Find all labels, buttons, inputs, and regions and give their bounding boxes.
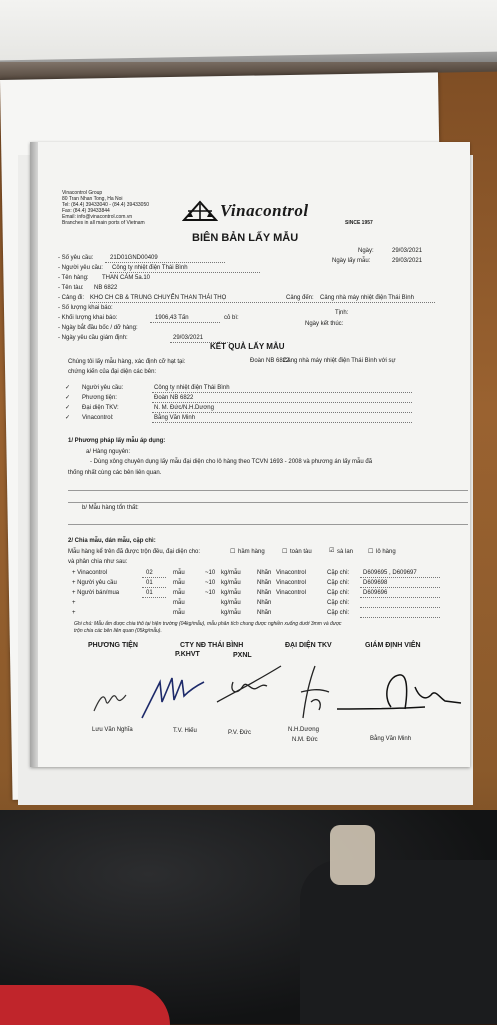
dotted-line [152,412,412,413]
sample-weight: ~10 [205,590,216,596]
sample-unit: mẫu [173,570,185,576]
section1-b-label: b/ Mẫu hàng tổn thất: [82,505,139,511]
rule-line [68,502,468,503]
result-title: KẾT QUẢ LẤY MẪU [210,342,285,351]
company-line: Branches in all main ports of Vietnam [62,220,145,226]
seal-numbers: D609695 , D609697 [363,570,417,576]
dotted-line [150,322,220,323]
sample-weight-unit: kg/mẫu [221,580,241,586]
sample-recipient: + [72,610,76,616]
dotted-line [360,597,440,598]
intro-text: Chúng tôi lấy mẫu hàng, xác định cỡ hạt tại: [68,359,186,365]
sample-weight: ~10 [205,570,216,576]
sample-date-label: Ngày lấy mẫu: [332,258,371,264]
field-label: - Ngày bắt đầu bốc / dỡ hàng: [58,325,138,331]
party-label: Đại diện TKV: [82,405,119,411]
port-of-departure: KHO CH CB & TRUNG CHUYỂN THAN THÁI THỌ [90,295,227,301]
label-text: Nhãn [257,610,272,616]
signature-minh [335,667,465,717]
signer-name: N.H.Dương [288,727,319,733]
vessel-name: NB 6822 [94,285,118,291]
sample-qty: 02 [146,570,153,576]
party-label: Phương tiện: [82,395,117,401]
sample-weight-unit: kg/mẫu [221,590,241,596]
label-value: Vinacontrol [276,570,306,576]
dotted-line [90,302,435,303]
party-tkv: N. M. Đức/N.H.Dương [154,405,214,411]
sample-unit: mẫu [173,580,185,586]
label-value: Vinacontrol [276,590,306,596]
sample-recipient: + Người yêu cầu [72,580,117,586]
check-mark-icon: ✓ [65,395,71,401]
section1-title: 1/ Phương pháp lấy mẫu áp dụng: [68,438,166,444]
sample-unit: mẫu [173,590,185,596]
signer-name: P.V. Đức [228,730,252,736]
party-label: Người yêu cầu: [82,385,124,391]
rule-line [68,524,468,525]
goods-name: THAN CÁM 5a.10 [102,275,151,281]
note-text: trộn chia các bên liên quan (05kg/mẫu). [74,628,162,634]
beige-object [330,825,375,885]
party-label: Vinacontrol: [82,415,114,421]
sample-weight-unit: kg/mẫu [221,600,241,606]
sample-qty: 01 [146,590,153,596]
field-label: - Số lượng khai báo: [58,305,113,311]
section1-a-text: thống nhất cùng các bên liên quan. [68,470,162,476]
sample-unit: mẫu [173,610,185,616]
label-value: Vinacontrol [276,580,306,586]
seal-label: Cặp chì: [327,570,350,576]
signer-name: N.M. Đức [292,737,318,743]
checked-box-icon: ☑ [329,548,335,554]
option-lot: lô hàng [376,549,396,555]
request-number: 21D01GND00409 [110,255,158,261]
label-text: Nhãn [257,600,272,606]
signer-name: Lưu Văn Nghĩa [92,727,133,733]
date-value: 29/03/2021 [392,248,423,254]
signature-duong [295,662,335,722]
end-date-label: Ngày kết thúc: [305,321,344,327]
seal-label: Cặp chì: [327,590,350,596]
company-line: Email: info@vinacontrol.com.vn [62,214,133,220]
dotted-line [142,577,166,578]
inspection-request-date: 29/03/2021 [173,335,204,341]
field-label: - Tên tàu: [58,285,84,291]
seal-label: Cặp chì: [327,580,350,586]
sampling-report-document [30,142,470,767]
sig-heading-plant-sub: PXNL [233,652,252,659]
signer-name: Bằng Văn Minh [370,736,412,742]
logo-wordmark: Vinacontrol [220,201,309,220]
dotted-line [142,587,166,588]
field-label: - Khối lượng khai báo: [58,315,118,321]
sample-weight-unit: kg/mẫu [221,610,241,616]
party-vinacontrol: Bằng Văn Minh [154,415,196,421]
scan-edge [30,142,38,767]
sample-unit: mẫu [173,600,185,606]
dotted-line [152,392,412,393]
seal-numbers: D609696 [363,590,388,596]
sig-heading-vessel: PHƯƠNG TIỆN [88,642,138,649]
red-cloth [0,985,170,1025]
sample-qty: 01 [146,580,153,586]
dark-fabric-fold [300,860,497,1024]
company-line: Vinacontrol Group [62,190,103,196]
seal-label: Cặp chì: [327,610,350,616]
party-vessel: Đoàn NB 6822 [154,395,194,401]
intro-text: chứng kiến của đại diện các bên: [68,369,157,375]
lot-label: cỏ bì: [224,315,239,321]
declared-weight: 1906,43 Tấn [155,315,189,321]
label-text: Nhãn [257,590,272,596]
company-line: 80 Tran Nhan Tong, Ha Noi [62,196,123,202]
label-text: Nhãn [257,570,272,576]
dotted-line [152,402,412,403]
section1-a-label: a/ Hàng nguyên: [86,449,131,455]
rule-line [68,490,468,491]
company-line: Fax: (84.4) 39433844 [62,208,110,214]
check-mark-icon: ✓ [65,415,71,421]
dotted-line [360,617,440,618]
sig-heading-inspector: GIÁM ĐỊNH VIÊN [365,642,421,649]
company-line: Tel: (84.4) 39433040 - (84.4) 39433050 [62,202,150,208]
label-text: Nhãn [257,580,272,586]
section2-sub: Mẫu hàng kể trên đã được trộn đều, đại diện cho: [68,549,201,555]
dotted-line [105,262,225,263]
field-label: - Cảng đi: [58,295,85,301]
section1-a-text: - Dùng xông chuyên dụng lấy mẫu đại diện cho lô hàng theo TCVN 1693 - 2008 và phương án lấy mẫu đã [90,459,373,465]
note-text: Ghi chú: Mẫu ẩm được chia thô tại hiện trường (04kg/mẫu), mẫu phân tích chung được nghiền xuống dưới 3mm và được [74,621,342,627]
intro-location: Đoàn NB 6822 [250,358,290,364]
field-label: - Số yêu cầu: [58,255,94,261]
option-barge: sà lan [337,549,354,555]
seal-numbers: D609698 [363,580,388,586]
port-to-label: Cảng đến: [286,295,314,301]
sig-heading-plant: CTY NĐ THÁI BÌNH [180,642,244,649]
field-label: - Tên hàng: [58,275,89,281]
dotted-line [142,597,166,598]
signer-name: T.V. Hiếu [173,728,197,734]
sample-weight-unit: kg/mẫu [221,570,241,576]
dotted-line [360,577,440,578]
requester: Công ty nhiệt điện Thái Bình [112,265,188,271]
checkbox-icon: ☐ [368,549,374,555]
document-title: BIÊN BẢN LẤY MẪU [192,232,299,244]
signature-vessel [90,687,130,717]
field-label: - Ngày yêu cầu giám định: [58,335,128,341]
logo-since: SINCE 1957 [345,220,373,226]
port-of-arrival: Cảng nhà máy nhiệt điện Thái Bình [320,295,414,301]
sample-recipient: + Người bán/mua [72,590,120,596]
section2-sub: và phân chia như sau: [68,559,128,565]
check-mark-icon: ✓ [65,385,71,391]
checkbox-icon: ☐ [282,549,288,555]
date-label: Ngày: [358,248,374,254]
option-hold: hầm hàng [238,549,265,555]
dotted-line [360,587,440,588]
party-requester: Công ty nhiệt điện Thái Bình [154,385,230,391]
intro-text: Cảng nhà máy nhiệt điện Thái Bình với sự [283,358,396,364]
signature-hieu [138,672,208,722]
sample-date-value: 29/03/2021 [392,258,423,264]
sig-heading-tkv: ĐẠI DIỆN TKV [285,642,332,649]
dotted-line [360,607,440,608]
check-mark-icon: ✓ [65,405,71,411]
dotted-line [110,272,260,273]
checkbox-icon: ☐ [230,549,236,555]
option-whole-ship: toàn tàu [290,549,312,555]
sample-recipient: + Vinacontrol [72,570,108,576]
section2-title: 2/ Chia mẫu, dán mẫu, cặp chì: [68,538,156,544]
sample-recipient: + [72,600,76,606]
signature-duc [215,662,285,707]
field-label: - Người yêu cầu: [58,265,103,271]
sample-weight: ~10 [205,580,216,586]
sig-heading-plant-sub: P.KHVT [175,651,200,658]
dotted-line [152,422,412,423]
vinacontrol-logo-icon [182,200,218,222]
seal-label: Cặp chì: [327,600,350,606]
net-label: Tịnh: [335,310,349,316]
